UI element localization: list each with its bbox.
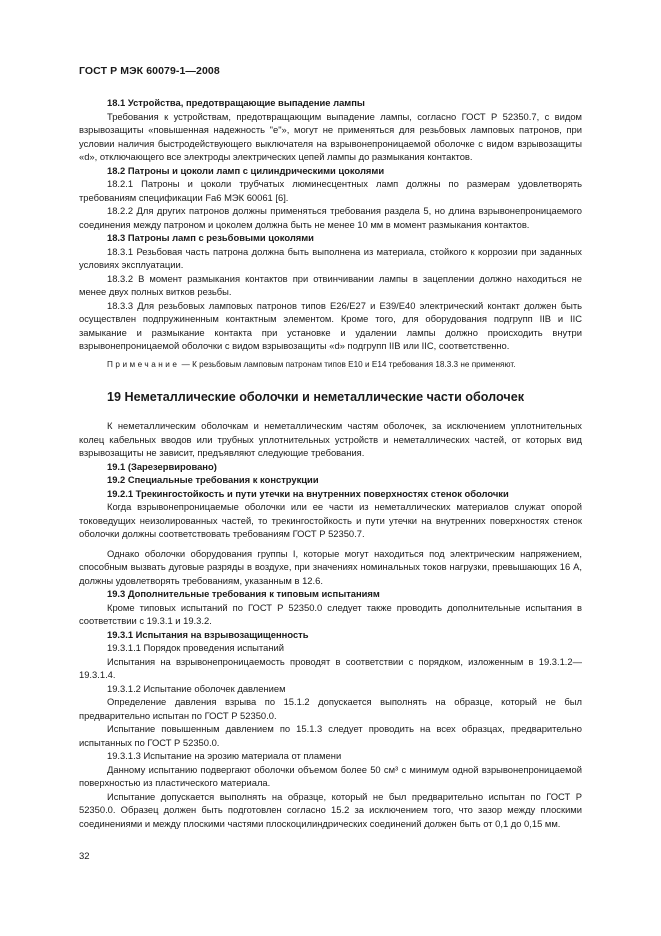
paragraph: Данному испытанию подвергают оболочки объемом более 50 см³ с минимум одной взрывонепроницаемой поверхностью из пластического материала. [79,763,582,788]
note-text: — К резьбовым ламповым патронам типов E10 и E14 требования 18.3.3 не применяют. [179,359,516,369]
subsection-heading: 19.1 (Зарезервировано) [107,460,217,472]
paragraph: Определение давления взрыва по 15.1.2 допускается выполнять на образце, который не был предварительно испытан по ГОСТ Р 52350.0. [79,696,582,721]
subsection-heading: 18.3 Патроны ламп с резьбовыми цоколями [107,232,314,243]
paragraph: Испытание допускается выполнять на образце, который не был предварительно испытан по ГОСТ Р 52350.0. Образец должен быть подготовлен согласно 15.2 за исключением того, что зазор между плоскими соединениями и между плоскими частями плоскоцилиндрических соединений должен быть от 0,1 до 0,15 мм. [79,790,582,829]
subsection-heading: 18.1 Устройства, предотвращающие выпадение лампы [107,97,365,108]
subsection-heading: 19.2.1 Трекингостойкость и пути утечки на внутренних поверхностях стенок оболочки [107,487,509,499]
paragraph: 18.2.1 Патроны и цоколи трубчатых люминесцентных ламп должны по размерам удовлетворять требованиям спецификации Fa6 МЭК 60061 [6]. [79,178,582,203]
subsection-heading: 18.2 Патроны и цоколи ламп с цилиндрическими цоколями [107,164,385,176]
subsection-heading: 19.2 Специальные требования к конструкции [107,474,319,485]
paragraph: Кроме типовых испытаний по ГОСТ Р 52350.0 следует также проводить дополнительные испытания в соответствии с 19.3.1 и 19.3.2. [79,601,582,626]
page-number: 32 [79,851,90,862]
paragraph: 18.3.3 Для резьбовых ламповых патронов типов E26/E27 и E39/E40 электрический контакт должен быть осуществлен подпружиненным контактным элементом. Кроме того, для оборудования подгрупп IIB и IIC замыкание и размыкание контакта при установке и удалении лампы должно происходить внутри взрывонепроницаемой оболочки с видом взрывозащиты «d» подгрупп IIB или IIC, соответственно. [79,299,582,351]
paragraph: 18.3.1 Резьбовая часть патрона должна быть выполнена из материала, стойкого к коррозии при заданных условиях эксплуатации. [79,245,582,270]
paragraph: 18.3.2 В момент размыкания контактов при отвинчивании лампы в зацеплении должно находиться не менее двух полных витков резьбы. [79,272,582,297]
paragraph: 19.3.1.3 Испытание на эрозию материала от пламени [107,750,342,761]
paragraph: К неметаллическим оболочкам и неметаллическим частям оболочек, за исключением уплотнительных колец кабельных вводов или трубных уплотнительных устройств и неметаллических частей, от которых вид взрывозащиты не зависит, предъявляют следующие требования. [79,420,582,458]
paragraph: Когда взрывонепроницаемые оболочки или ее части из неметаллических материалов служат опорой токоведущих неизолированных частей, то трекингостойкость и пути утечки на внутренних поверхностях стенок оболочки должны соответствовать требованиям ГОСТ Р 52350.7. [79,501,582,539]
paragraph: Требования к устройствам, предотвращающим выпадение лампы, согласно ГОСТ Р 52350.7, с видом взрывозащиты «повышенная надежность "e"», могут не применяться для резьбовых ламповых патронов, при условии наличия быстродействующего выключателя на взрывонепроницаемой оболочке с видом взрывозащиты «d», отключающего все электроды электрических цепей лампы до размыкания контактов. [79,110,582,162]
paragraph: 19.3.1.1 Порядок проведения испытаний [107,642,284,653]
subsection-heading: 19.3 Дополнительные требования к типовым испытаниям [107,588,380,599]
document-body [79,96,582,830]
paragraph: Однако оболочки оборудования группы I, которые могут находиться под электрическим напряжением, способным вызвать дуговые разряды в воздухе, при значениях номинальных токов нагрузки, превышающих 16 А, должны удовлетворять требованиям, указанным в 12.6. [79,547,582,586]
paragraph: Испытание повышенным давлением по 15.1.3 следует проводить на всех образцах, предварительно испытанных по ГОСТ Р 52350.0. [79,723,582,748]
document-header: ГОСТ Р МЭК 60079-1—2008 [79,65,220,77]
note [79,358,582,372]
paragraph: 19.3.1.2 Испытание оболочек давлением [107,682,286,694]
subsection-heading: 19.3.1 Испытания на взрывозащищенность [107,628,309,640]
section-heading: 19 Неметаллические оболочки и неметаллические части оболочек [107,390,524,404]
paragraph: 18.2.2 Для других патронов должны применяться требования раздела 5, но длина взрывонепроницаемого соединения между патроном и цоколем должна быть не менее 10 мм в момент размыкания контактов. [79,205,582,230]
note-label: Примечание [107,359,180,369]
paragraph: Испытания на взрывонепроницаемость проводят в соответствии с порядком, изложенным в 19.3.1.2—19.3.1.4. [79,655,582,680]
